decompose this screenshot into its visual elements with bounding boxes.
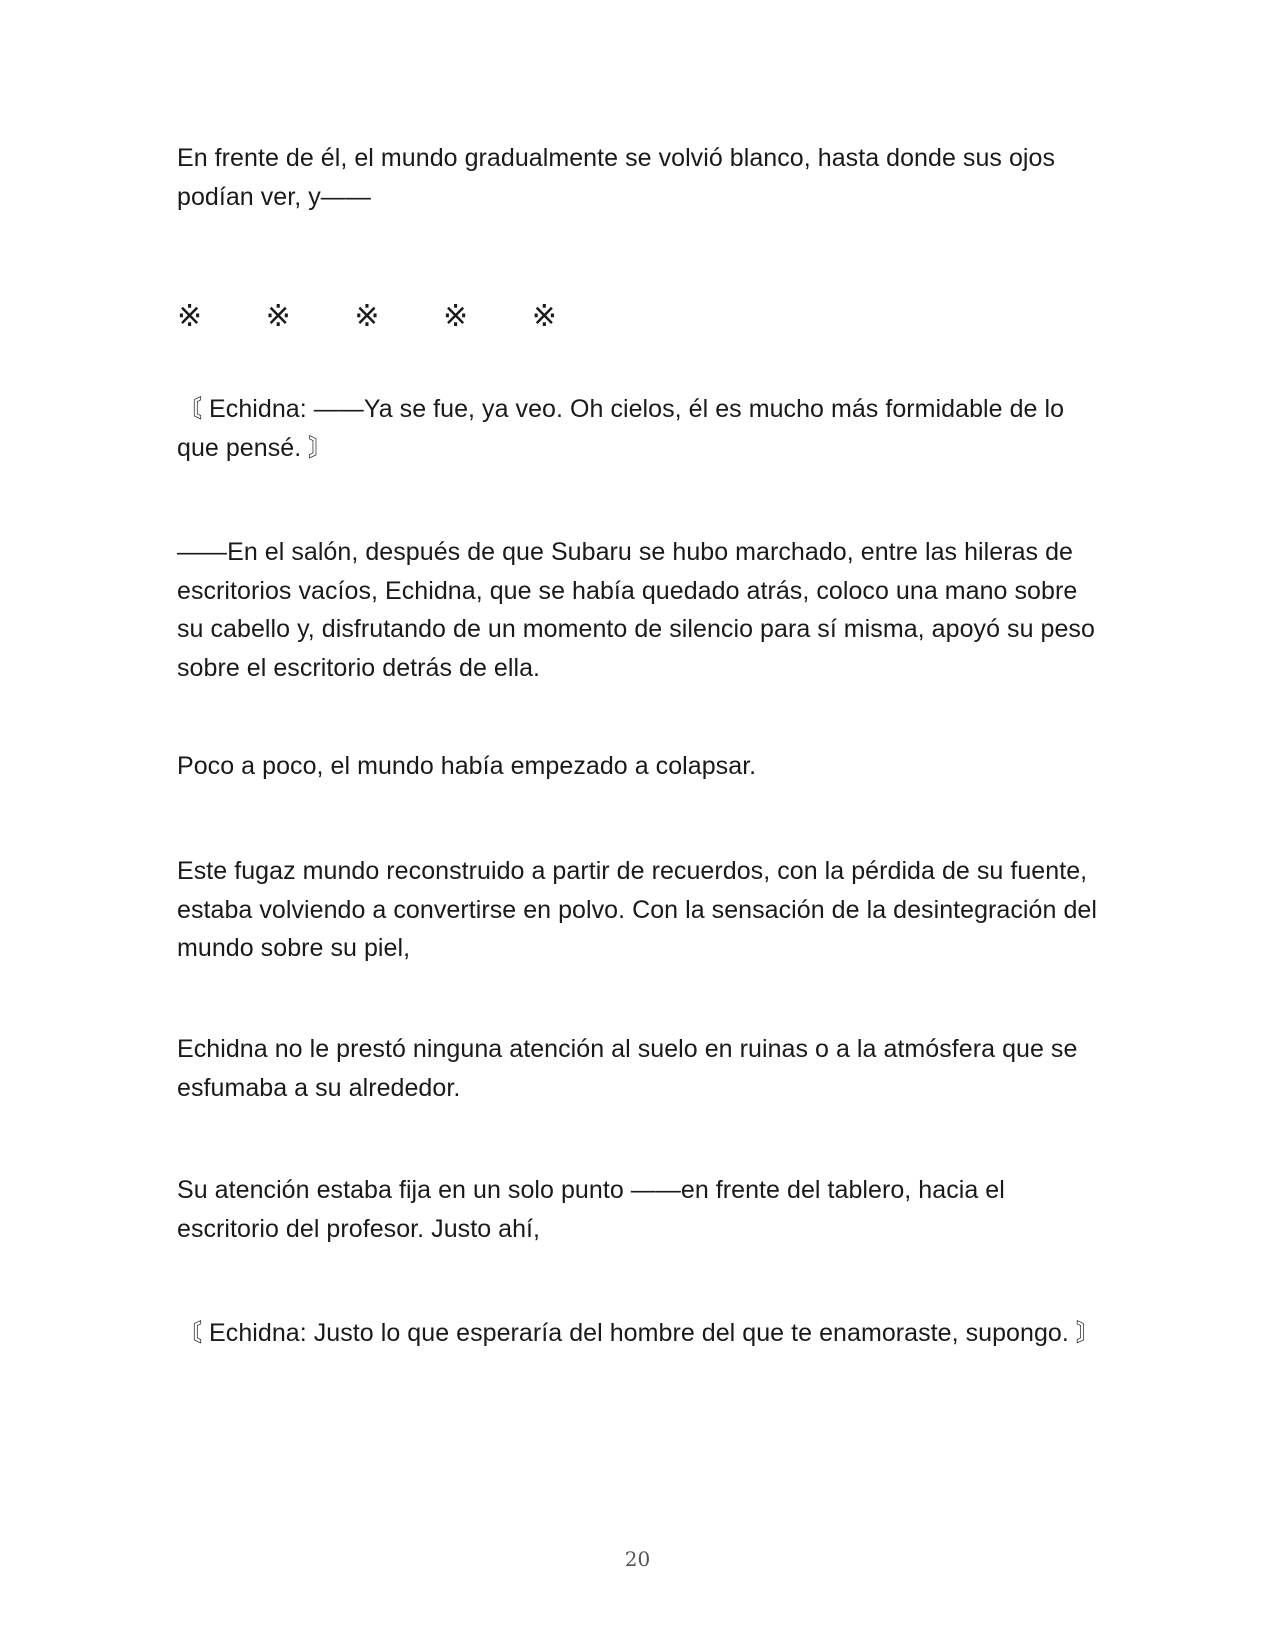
paragraph-echidna-dialogue-2: 〘 Echidna: Justo lo que esperaría del hombre del que te enamoraste, supongo. 〙	[177, 1319, 1101, 1347]
paragraph-6: Echidna no le prestó ninguna atención al suelo en ruinas o a la atmósfera que se esfumaba a su alrededor.	[177, 1035, 1078, 1102]
paragraph-5: Este fugaz mundo reconstruido a partir de recuerdos, con la pérdida de su fuente, estaba volviendo a convertirse en polvo. Con la sensación de la desintegración del mundo sobre su piel,	[177, 857, 1097, 962]
paragraph-3: ——En el salón, después de que Subaru se hubo marchado, entre las hileras de escritorios vacíos, Echidna, que se había quedado atrás, coloco una mano sobre su cabello y, disfrutando de un momento de silencio para sí misma, apoyó su peso sobre el escritorio detrás de ella.	[177, 538, 1095, 682]
paragraph-7: Su atención estaba fija en un solo punto ——en frente del tablero, hacia el escritorio del profesor. Justo ahí,	[177, 1176, 1005, 1243]
paragraph-4: Poco a poco, el mundo había empezado a colapsar.	[177, 752, 757, 780]
paragraph-echidna-dialogue-1: 〘 Echidna: ——Ya se fue, ya veo. Oh cielos, él es mucho más formidable de lo que pensé. 〙	[177, 395, 1065, 462]
paragraph-1: En frente de él, el mundo gradualmente se volvió blanco, hasta donde sus ojos podían ver, y——	[177, 144, 1056, 211]
page-number: 20	[624, 1547, 651, 1571]
section-separator: ※ ※ ※ ※ ※	[177, 299, 584, 334]
